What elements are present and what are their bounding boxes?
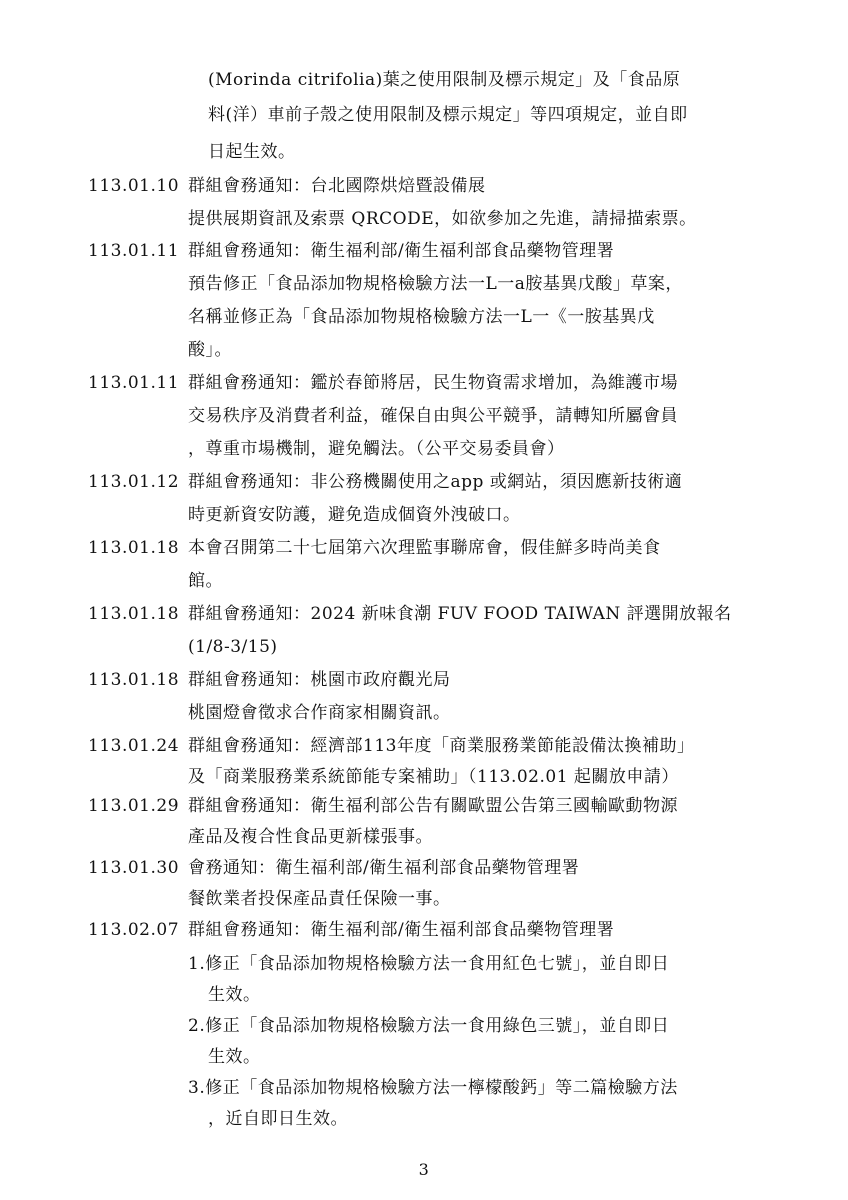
entry-date: 113.02.07 [88, 920, 180, 940]
entry-line: 名稱並修正為「食品添加物規格檢驗方法一L一《一胺基異戊 [188, 307, 655, 327]
entry-line: 群組會務通知：衛生福利部/衛生福利部食品藥物管理署 [188, 241, 615, 261]
entry-line: 本會召開第二十七屆第六次理監事聯席會，假佳鮮多時尚美食 [188, 538, 661, 558]
list-item-line: 1.修正「食品添加物規格檢驗方法一食用紅色七號」，並自即日 [188, 954, 670, 974]
entry-line: 會務通知：衛生福利部/衛生福利部食品藥物管理署 [188, 858, 580, 878]
entry-line: 提供展期資訊及索票 QRCODE，如欲參加之先進，請掃描索票。 [188, 209, 697, 229]
entry-line: 館。 [188, 571, 223, 591]
intro-line: 料(洋）車前子殼之使用限制及標示規定」等四項規定，並自即 [208, 105, 688, 125]
entry-line: 及「商業服務業系統節能专案補助」（113.02.01 起關放申請） [188, 767, 679, 787]
entry-line: (1/8-3/15) [188, 637, 278, 657]
entry-date: 113.01.24 [88, 736, 180, 756]
entry-line: 酸」。 [188, 340, 232, 360]
entry-line: 時更新資安防護，避免造成個資外洩破口。 [188, 505, 521, 525]
entry-line: 群組會務通知：經濟部113年度「商業服務業節能設備汰換補助」 [188, 736, 695, 756]
entry-line: 群組會務通知：非公務機關使用之app 或網站，須因應新技術適 [188, 472, 683, 492]
intro-line: (Morinda citrifolia)葉之使用限制及標示規定」及「食品原 [208, 70, 681, 90]
list-item-line: 生效。 [208, 985, 261, 1005]
entry-line: 群組會務通知：桃園市政府觀光局 [188, 670, 451, 690]
entry-line: 群組會務通知：2024 新味食潮 FUV FOOD TAIWAN 評選開放報名 [188, 604, 732, 624]
entry-line: ，尊重市場機制，避免觸法。（公平交易委員會） [188, 439, 565, 459]
list-item-line: 生效。 [208, 1047, 261, 1067]
list-item-line: 2.修正「食品添加物規格檢驗方法一食用綠色三號」，並自即日 [188, 1016, 670, 1036]
list-item-line: ，近自即日生效。 [208, 1109, 348, 1129]
entry-date: 113.01.10 [88, 176, 180, 196]
entry-line: 群組會務通知：衛生福利部/衛生福利部食品藥物管理署 [188, 920, 615, 940]
entry-line: 產品及複合性食品更新樣張事。 [188, 827, 433, 847]
list-item-line: 3.修正「食品添加物規格檢驗方法一檸檬酸鈣」等二篇檢驗方法 [188, 1078, 678, 1098]
entry-line: 群組會務通知：鑑於春節將居，民生物資需求增加，為維護市場 [188, 373, 678, 393]
entry-date: 113.01.30 [88, 858, 180, 878]
entry-date: 113.01.18 [88, 670, 180, 690]
entry-line: 餐飲業者投保產品責任保險一事。 [188, 889, 451, 909]
entry-line: 群組會務通知：衛生福利部公告有關歐盟公告第三國輸歐動物源 [188, 796, 678, 816]
entry-line: 桃園燈會徵求合作商家相關資訊。 [188, 703, 451, 723]
entry-date: 113.01.11 [88, 241, 180, 261]
entry-date: 113.01.18 [88, 538, 180, 558]
entry-date: 113.01.18 [88, 604, 180, 624]
page-number: 3 [418, 1160, 430, 1179]
entry-date: 113.01.12 [88, 472, 180, 492]
entry-line: 群組會務通知：台北國際烘焙暨設備展 [188, 176, 486, 196]
entry-line: 預告修正「食品添加物規格檢驗方法一L一a胺基異戊酸」草案， [188, 274, 683, 294]
entry-date: 113.01.11 [88, 373, 180, 393]
entry-line: 交易秩序及消費者利益，確保自由與公平競爭，請轉知所屬會員 [188, 406, 678, 426]
intro-line: 日起生效。 [208, 142, 296, 162]
entry-date: 113.01.29 [88, 796, 180, 816]
